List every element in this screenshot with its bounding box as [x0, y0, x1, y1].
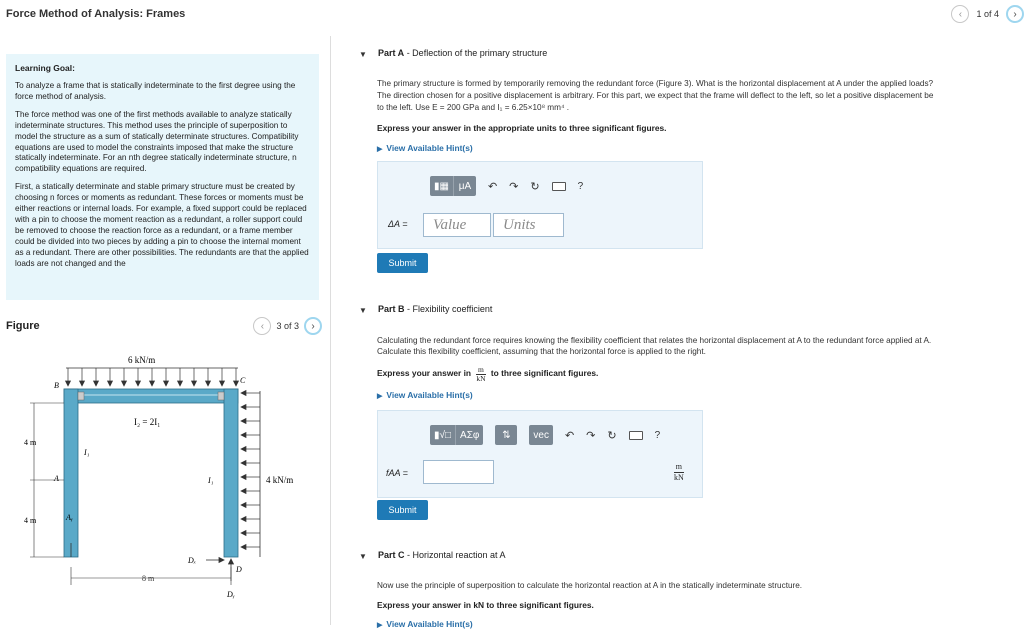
- caret-right-icon: ▶: [377, 622, 383, 629]
- reaction-Dx-arrow: [206, 558, 224, 563]
- figure-title: Figure: [6, 320, 40, 332]
- beam-inertia-label: I₂ = 2I₁: [134, 417, 161, 427]
- part-c-text-1: Now use the principle of superposition to calculate the horizontal reaction at A in the statically indeterminate structure.: [377, 581, 803, 590]
- part-a-header[interactable]: [378, 48, 547, 58]
- part-a-text-1: The primary structure is formed by temporarily removing the redundant force (Figure 3). What is the horizontal displacement at A under the applied loads?: [377, 79, 934, 88]
- keyboard-icon[interactable]: [629, 431, 643, 440]
- part-c-instruction: Express your answer in kN to three significant figures.: [377, 600, 594, 610]
- part-a-title: - Deflection of the primary structure: [404, 48, 548, 58]
- label-D: D: [236, 565, 242, 574]
- part-a-text-2: The direction chosen for a positive displacement is arbitrary. For this part, we expect that the frame will deflect to the left, so let a positive displacement be: [377, 91, 934, 100]
- part-b-text-2: Calculate this flexibility coefficient, assuming that the horizontal force is applied to the right.: [377, 347, 706, 356]
- problem-pager: [951, 5, 1024, 23]
- column-CD: [224, 389, 238, 557]
- top-load-label: 6 kN/m: [128, 355, 156, 365]
- next-problem-button[interactable]: [1006, 5, 1024, 23]
- joint-C-plate: [218, 392, 224, 400]
- part-b-arrows-label: ⇅: [502, 429, 511, 441]
- part-a-hint-link[interactable]: [377, 143, 473, 153]
- joint-B-plate: [78, 392, 84, 400]
- part-a-eq-label: ΔA =: [388, 219, 408, 229]
- part-c-title: - Horizontal reaction at A: [404, 550, 506, 560]
- part-a-units-input[interactable]: Units: [493, 213, 564, 237]
- part-a-value-input[interactable]: Value: [423, 213, 491, 237]
- dimension-top-height: 4 m: [24, 438, 37, 447]
- learning-goal-panel: [6, 54, 319, 300]
- part-b-template-group: [430, 425, 483, 445]
- templates-icon: ▮: [434, 429, 440, 441]
- caret-right-icon: ▶: [377, 146, 383, 153]
- part-b-title: - Flexibility coefficient: [404, 304, 493, 314]
- greek-button[interactable]: [456, 425, 483, 445]
- part-a-label: Part A: [378, 48, 405, 58]
- part-b-instruction-unit-num: m: [478, 365, 484, 374]
- figure-pager-text: 3 of 3: [276, 321, 299, 331]
- part-c-hint-text: View Available Hint(s): [386, 619, 473, 629]
- part-a-hint-text: View Available Hint(s): [386, 143, 473, 153]
- chevron-right-icon: ›: [1013, 8, 1017, 20]
- right-column-inertia-label: I₁: [208, 476, 214, 485]
- part-b-hint-text: View Available Hint(s): [386, 390, 473, 400]
- top-bar: [0, 0, 1024, 30]
- caret-right-icon: ▶: [377, 393, 383, 400]
- label-Dx: Dₓ: [188, 556, 197, 565]
- part-b-toolbar: [430, 425, 660, 445]
- dimension-lines: [30, 403, 231, 585]
- units-button[interactable]: [454, 176, 476, 196]
- part-b-instruction: [377, 366, 598, 382]
- label-Ay: Aᵧ: [66, 513, 73, 522]
- part-b-sqrt-label: √□: [439, 429, 452, 441]
- label-A: A: [54, 474, 59, 483]
- learning-goal-title: Learning Goal:: [15, 63, 75, 73]
- part-b-unit-num: m: [675, 462, 682, 471]
- undo-icon[interactable]: ↶: [487, 180, 498, 193]
- part-b-collapse-icon[interactable]: ▼: [359, 306, 367, 315]
- figure-next-button[interactable]: [304, 317, 322, 335]
- label-C: C: [240, 376, 246, 385]
- chevron-left-icon: ‹: [260, 320, 265, 332]
- part-b-instruction-pre: Express your answer in: [377, 368, 472, 379]
- page-title: Force Method of Analysis: Frames: [6, 8, 186, 20]
- templates-button[interactable]: [430, 176, 454, 196]
- label-Dy: Dᵧ: [227, 590, 235, 599]
- part-b-instruction-post: to three significant figures.: [490, 368, 599, 379]
- part-a-help-button[interactable]: ?: [577, 180, 584, 192]
- chevron-left-icon: ‹: [958, 8, 963, 20]
- part-c-label: Part C: [378, 550, 405, 560]
- figure-header: [6, 317, 322, 339]
- part-b-label: Part B: [378, 304, 405, 314]
- reset-icon[interactable]: ↻: [530, 180, 540, 193]
- part-b-answer-box: [377, 410, 703, 498]
- part-b-greek-label: ΑΣφ: [460, 429, 480, 441]
- frame-figure: [16, 345, 316, 625]
- column-AB: [64, 389, 78, 557]
- part-b-help-button[interactable]: ?: [654, 429, 661, 441]
- part-b-text-1: Calculating the redundant force requires knowing the flexibility coefficient that relates the horizontal displacement at A to the redundant force applied at A.: [377, 336, 932, 345]
- keyboard-icon[interactable]: [552, 182, 566, 191]
- label-B: B: [54, 381, 59, 390]
- part-a-answer-box: [377, 161, 703, 249]
- undo-icon[interactable]: ↶: [564, 429, 575, 442]
- part-a-text-3: to the left. Use E = 200 GPa and I₁ = 6.25×10⁸ mm⁴ .: [377, 103, 570, 112]
- frame-diagram: [16, 345, 316, 625]
- part-c-header[interactable]: [378, 550, 506, 560]
- part-b-vec-label: vec: [533, 429, 549, 441]
- part-a-units-label: μA: [458, 180, 472, 192]
- learning-goal-p2: The force method was one of the first methods available to analyze statically indeterminate structures. This method uses the principle of superposition to model the structure as a sum of statically determinate structures. Compatibility equations are used to model the constraints imposed that make the structure statically indeterminate. For an nth degree statically indeterminate structure, n compatibility equations are required.: [15, 109, 299, 174]
- part-b-instruction-unit-den: kN: [476, 373, 486, 383]
- part-b-arrow-group: [495, 425, 517, 445]
- part-b-header[interactable]: [378, 304, 492, 314]
- reset-icon[interactable]: ↻: [607, 429, 617, 442]
- part-a-collapse-icon[interactable]: ▼: [359, 50, 367, 59]
- part-a-instruction: Express your answer in the appropriate units to three significant figures.: [377, 123, 667, 133]
- part-b-templates-button[interactable]: [430, 425, 456, 445]
- part-b-submit-button[interactable]: Submit: [377, 500, 428, 520]
- beam-highlight: [78, 394, 224, 396]
- parts-panel: [330, 36, 1024, 629]
- figure-pager: [253, 317, 322, 335]
- vec-button[interactable]: [529, 425, 553, 445]
- part-a-submit-button[interactable]: Submit: [377, 253, 428, 273]
- part-b-unit-label: [674, 463, 684, 482]
- templates-icon: ▮▦: [434, 180, 449, 192]
- chevron-right-icon: ›: [311, 320, 315, 332]
- prev-problem-button[interactable]: [951, 5, 969, 23]
- part-b-answer-input[interactable]: [423, 460, 494, 484]
- problem-pager-text: 1 of 4: [976, 9, 999, 19]
- dimension-width: 8 m: [142, 574, 155, 583]
- part-c-collapse-icon[interactable]: ▼: [359, 552, 367, 561]
- part-b-hint-link[interactable]: [377, 390, 473, 400]
- figure-prev-button[interactable]: [253, 317, 271, 335]
- part-b-vec-group: [529, 425, 553, 445]
- part-a-template-group: [430, 176, 476, 196]
- right-load-arrows: [241, 391, 260, 550]
- learning-goal-p3: First, a statically determinate and stable primary structure must be created by choosing n forces or moments as redundant. These forces or moments must be either reactions or internal loads. For example, a fixed support could be replaced with a pin to choose the moment reaction as a redundant, a roller support could be removed to choose the reaction force as a redundant, or a frame member could be divided into two pieces by adding a pin to choose the internal moment as a redundant. There are other possibilities. The redundants are that the applied loads are not changed and the: [15, 182, 309, 268]
- part-b-eq-label: fAA =: [386, 468, 408, 478]
- part-c-hint-link[interactable]: [377, 619, 473, 629]
- arrows-button[interactable]: [495, 425, 517, 445]
- part-b-unit-den: kN: [674, 473, 684, 482]
- left-column-inertia-label: I₁: [84, 448, 90, 457]
- redo-icon[interactable]: ↷: [586, 429, 596, 442]
- part-a-toolbar: [430, 176, 583, 196]
- part-b-instruction-unit: [476, 366, 485, 382]
- dimension-bottom-height: 4 m: [24, 516, 37, 525]
- learning-goal-p1: To analyze a frame that is statically indeterminate to the first degree using the force method of analysis.: [15, 81, 296, 101]
- learning-goal-box[interactable]: [6, 54, 319, 300]
- right-load-label: 4 kN/m: [266, 475, 294, 485]
- top-load-arrows: [66, 368, 239, 386]
- redo-icon[interactable]: ↷: [509, 180, 519, 193]
